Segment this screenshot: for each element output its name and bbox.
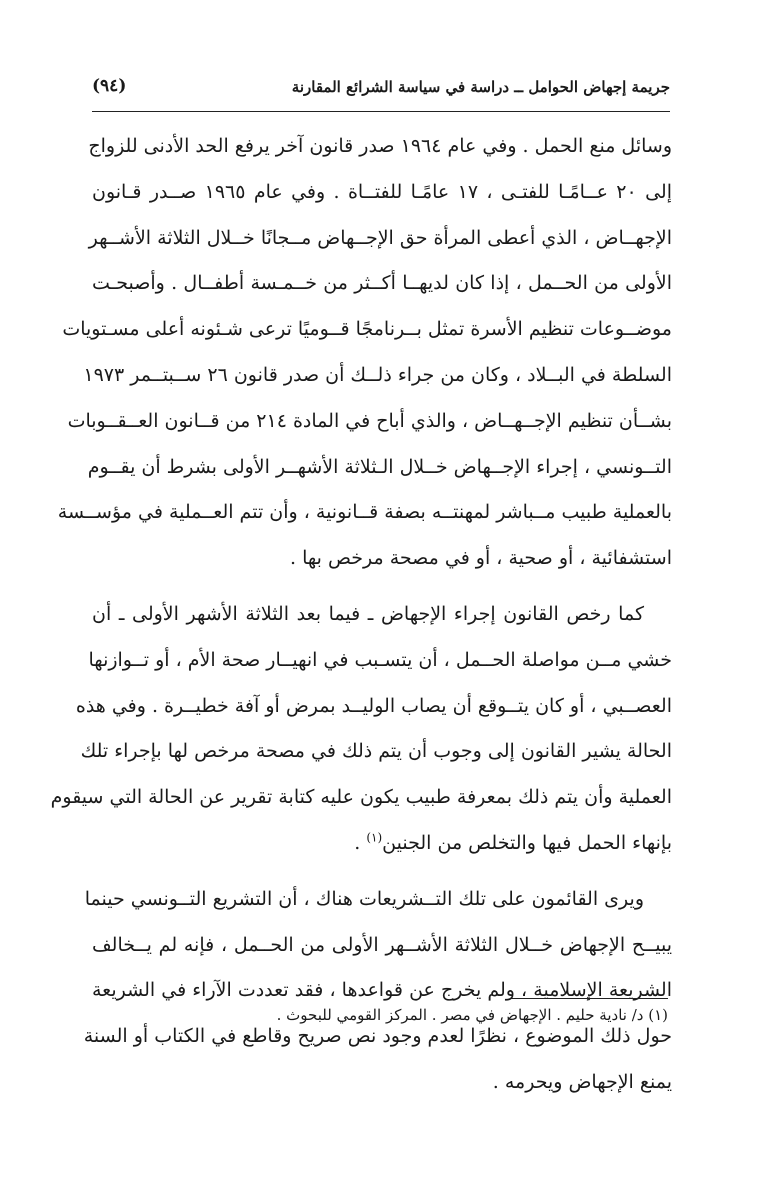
text-line: حول ذلك الموضوع ، نظرًا لعدم وجود نص صريح وقاطع في الكتاب أو السنة xyxy=(83,1025,672,1048)
text-line: الأولى من الحــمل ، إذا كان لديهــا أكــثر من خــمـسة أطفــال . وأصبحـت xyxy=(92,272,672,295)
text-line: بالعملية طبيب مــباشر لمهنتــه بصفة قــانونية ، وأن تتم العــملية في مؤســسة xyxy=(57,501,672,524)
text-line: التــونسي ، إجراء الإجــهاض خــلال الـثلاثة الأشهــر الأولى بشرط أن يقــوم xyxy=(87,455,672,478)
text-line: بشــأن تنظيم الإجــهــاض ، والذي أباح في المادة ٢١٤ من قــانون العــقــوبات xyxy=(67,409,672,432)
running-header xyxy=(92,72,670,112)
text-line: السلطة في البــلاد ، وكان من جراء ذلــك أن صدر قانون ٢٦ ســبتــمر ١٩٧٣ xyxy=(83,363,672,386)
text-line-with-footnote xyxy=(92,821,672,867)
body-text xyxy=(50,124,672,1106)
text-line: يبيــح الإجهاض خــلال الثلاثة الأشــهر الأولى من الحــمل ، فإنه لم يــخالف xyxy=(92,933,672,956)
text-line: وسائل منع الحمل . وفي عام ١٩٦٤ صدر قانون آخر يرفع الحد الأدنى للزواج xyxy=(88,135,672,157)
text-line: إلى ٢٠ عــامًـا للفتـى ، ١٧ عامًـا للفتــاة . وفي عام ١٩٦٥ صــدر قـانون xyxy=(92,180,672,203)
paragraph-3 xyxy=(83,877,672,1106)
text-line: ويرى القائمون على تلك التــشريعات هناك ، أن التشريع التــونسي حينما xyxy=(84,887,644,910)
text-line: الحالة يشير القانون إلى وجوب أن يتم ذلك في مصحة مرخص لها بإجراء تلك xyxy=(80,740,672,763)
text-line: موضــوعات تنظيم الأسرة تمثل بــرنامجًا قــوميًا ترعى شـئونه أعلى مسـتويات xyxy=(62,318,672,341)
text-line-body: بإنهاء الحمل فيها والتخلص من الجنين xyxy=(382,831,672,854)
text-line: الشريعة الإسلامية ، ولم يخرج عن قواعدها ، فقد تعددت الآراء في الشريعة xyxy=(92,979,672,1002)
footnote: (١) د/ نادية حليم . الإجهاض في مصر . المركز القومي للبحوث . xyxy=(276,1006,668,1024)
text-line: العصــبي ، أو كان يتــوقع أن يصاب الوليــد بمرض أو آفة خطيــرة . وفي هذه xyxy=(75,694,672,717)
line-end: . xyxy=(354,831,367,854)
footnote-marker: (١) xyxy=(366,830,383,845)
paragraph-2 xyxy=(50,592,672,867)
text-line: العملية وأن يتم ذلك بمعرفة طبيب يكون عليه كتابة تقرير عن الحالة التي سيقوم xyxy=(50,786,672,809)
text-line: الإجهــاض ، الذي أعطى المرأة حق الإجــهاض مــجانًا خــلال الثلاثة الأشــهر xyxy=(88,226,672,249)
text-line: يمنع الإجهاض ويحرمه . xyxy=(492,1070,672,1093)
text-line: استشفائية ، أو صحية ، أو في مصحة مرخص بها . xyxy=(290,547,672,570)
header-title: جريمة إجهاض الحوامل ــ دراسة في سياسة الشرائع المقارنة xyxy=(291,78,670,96)
paragraph-1 xyxy=(57,124,672,582)
footnote-rule xyxy=(510,998,668,999)
text-line: خشي مــن مواصلة الحــمل ، أن يتسـبب في انهيــار صحة الأم ، أو تــوازنها xyxy=(88,648,672,671)
page-number: (٩٤) xyxy=(92,76,127,96)
header-rule xyxy=(92,111,670,112)
text-line: كما رخص القانون إجراء الإجهاض ـ فيما بعد الثلاثة الأشهر الأولى ـ أن xyxy=(92,602,644,625)
